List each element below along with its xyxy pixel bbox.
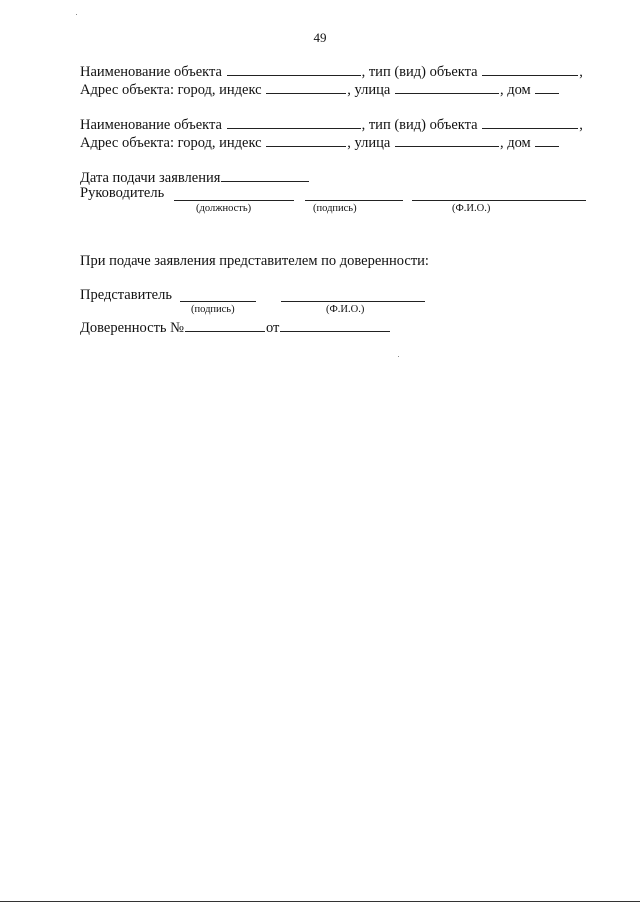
head-fio-field[interactable] (412, 200, 586, 201)
object-type-field[interactable] (482, 62, 578, 76)
city-index-field[interactable] (266, 133, 346, 147)
caption-signature: (подпись) (191, 304, 235, 315)
street-label: , улица (347, 82, 391, 98)
object-name-field[interactable] (227, 62, 361, 76)
caption-position: (должность) (196, 203, 252, 214)
address-label: Адрес объекта: город, индекс (80, 135, 262, 151)
house-label: , дом (499, 135, 531, 151)
application-date-label: Дата подачи заявления (80, 170, 221, 186)
object-type-label: , тип (вид) объекта (361, 64, 478, 80)
object-type-end: , (579, 117, 583, 133)
representative-signature-field[interactable] (180, 301, 256, 302)
scan-speck (76, 14, 77, 15)
power-of-attorney-line (80, 318, 391, 337)
head-label: Руководитель (80, 185, 165, 201)
scan-speck (398, 356, 399, 357)
street-field[interactable] (395, 80, 499, 94)
application-date-field[interactable] (221, 168, 309, 182)
house-field[interactable] (535, 133, 559, 147)
object-2-address-line (80, 133, 560, 152)
object-2-name-line (80, 115, 583, 134)
object-name-field[interactable] (227, 115, 361, 129)
power-of-attorney-date-field[interactable] (280, 318, 390, 332)
head-signature-field[interactable] (305, 200, 403, 201)
object-1-address-line (80, 80, 560, 99)
representative-heading: При подаче заявления представителем по доверенности: (80, 253, 429, 269)
power-of-attorney-label: Доверенность № (80, 320, 184, 336)
page-bottom-rule (0, 901, 640, 902)
representative-label: Представитель (80, 287, 172, 303)
power-of-attorney-from-label: от (266, 320, 280, 336)
house-field[interactable] (535, 80, 559, 94)
street-field[interactable] (395, 133, 499, 147)
object-1-name-line (80, 62, 583, 81)
city-index-field[interactable] (266, 80, 346, 94)
object-type-field[interactable] (482, 115, 578, 129)
representative-fio-field[interactable] (281, 301, 425, 302)
street-label: , улица (347, 135, 391, 151)
object-name-label: Наименование объекта (80, 64, 222, 80)
power-of-attorney-number-field[interactable] (185, 318, 265, 332)
page-number: 49 (313, 30, 327, 45)
head-line (80, 185, 164, 202)
representative-line (80, 287, 172, 304)
object-name-label: Наименование объекта (80, 117, 222, 133)
caption-fio: (Ф.И.О.) (326, 304, 365, 315)
head-position-field[interactable] (174, 200, 294, 201)
house-label: , дом (499, 82, 531, 98)
object-type-end: , (579, 64, 583, 80)
caption-fio: (Ф.И.О.) (452, 203, 491, 214)
object-type-label: , тип (вид) объекта (361, 117, 478, 133)
caption-signature: (подпись) (313, 203, 357, 214)
address-label: Адрес объекта: город, индекс (80, 82, 262, 98)
